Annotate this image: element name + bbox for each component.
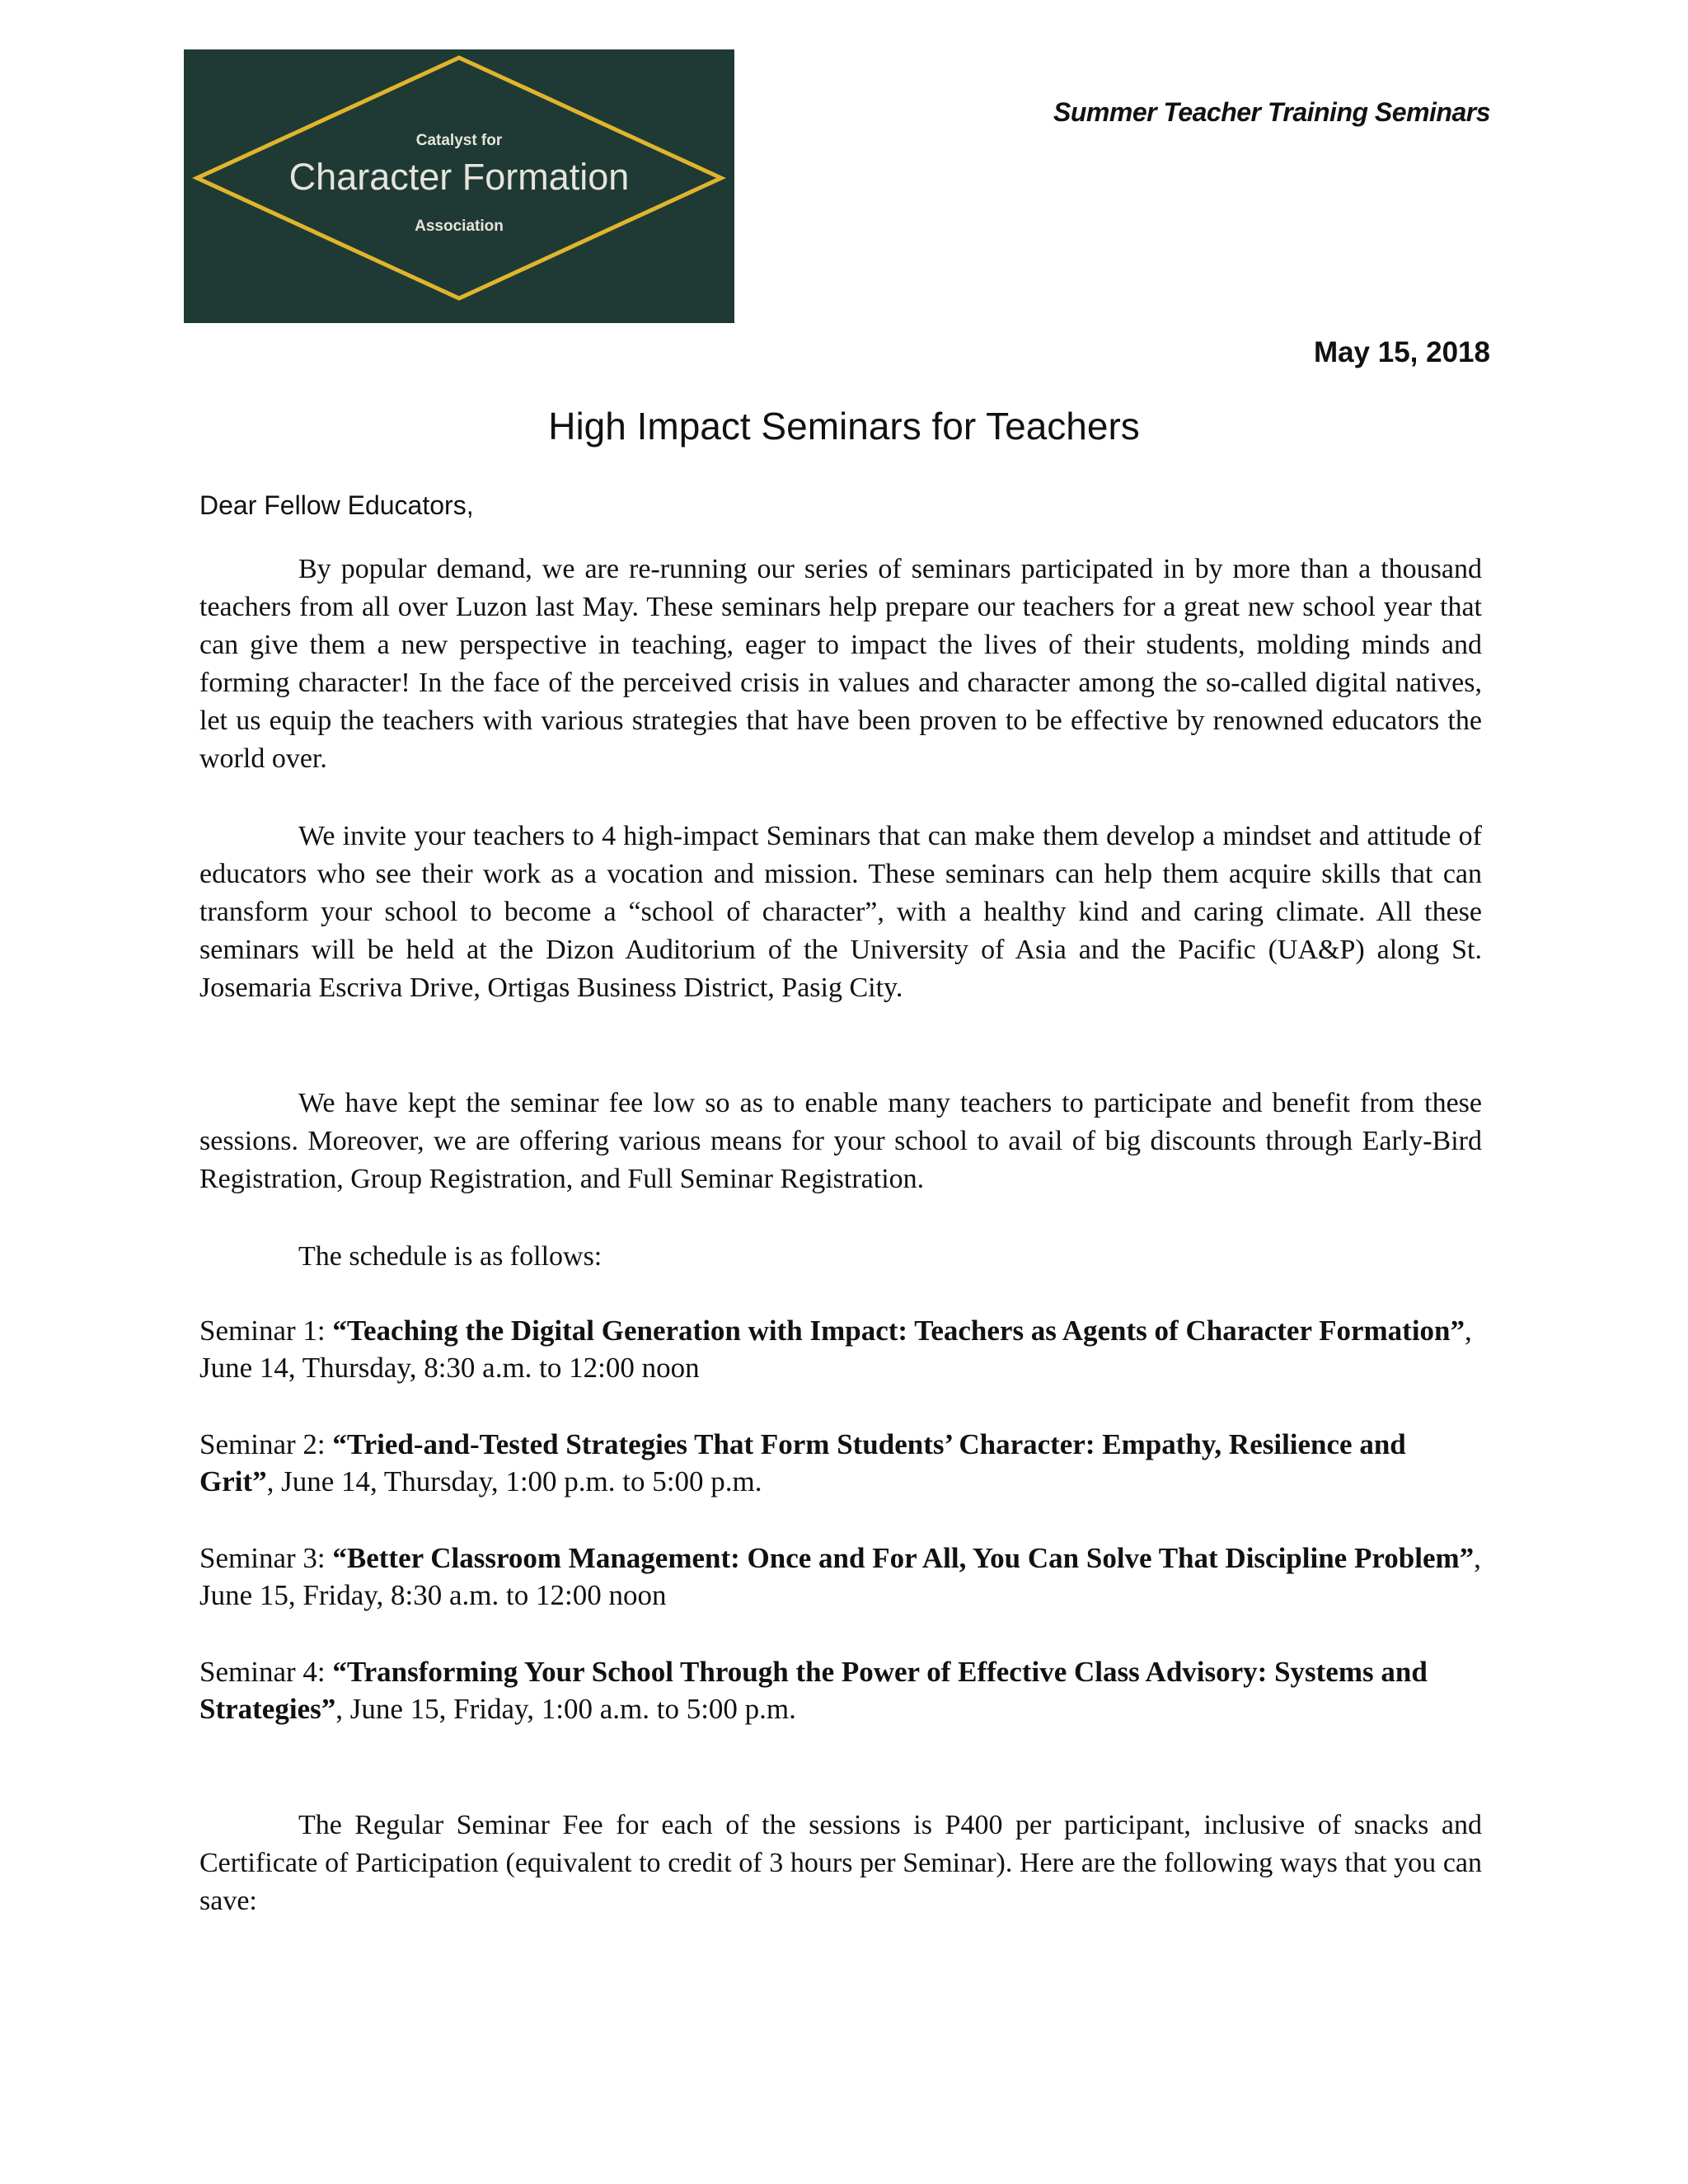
seminar-title: “Transforming Your School Through the Power of Effective Class Advisory: Systems and Strategies” — [199, 1656, 1428, 1725]
schedule-intro: The schedule is as follows: — [298, 1241, 603, 1272]
invitation-paragraph: We invite your teachers to 4 high-impact Seminars that can make them develop a mindset and attitude of educators who see their work as a vocation and mission. These seminars can help them acquire skills that can transform your school to become a “school of character”, with a healthy kind and caring climate. All these seminars will be held at the Dizon Auditorium of the University of Asia and the Pacific (UA&P) along St. Josemaria Escriva Drive, Ortigas Business District, Pasig City. — [199, 821, 1482, 1003]
seminar-item — [199, 1653, 1485, 1727]
seminar-label: Seminar 1: — [199, 1315, 333, 1347]
seminar-details: , June 14, Thursday, 1:00 p.m. to 5:00 p.m. — [266, 1465, 762, 1497]
seminar-title: “Tried-and-Tested Strategies That Form Students’ Character: Empathy, Resilience and Grit” — [199, 1428, 1406, 1497]
seminar-title: “Better Classroom Management: Once and For All, You Can Solve That Discipline Problem” — [332, 1542, 1475, 1574]
seminar-label: Seminar 2: — [199, 1428, 333, 1460]
intro-paragraph: By popular demand, we are re-running our series of seminars participated in by more than a thousand teachers from all over Luzon last May. These seminars help prepare our teachers for a great new school year that can give them a new perspective in teaching, eager to impact the lives of their students, molding minds and forming character! In the face of the perceived crisis in values and character among the so-called digital natives, let us equip the teachers with various strategies that have been proven to be effective by renowned educators the world over. — [199, 554, 1482, 774]
seminar-item — [199, 1540, 1485, 1614]
seminar-details: , June 14, Thursday, 8:30 a.m. to 12:00 noon — [199, 1315, 1472, 1384]
logo-line-top: Catalyst for — [415, 132, 503, 149]
association-logo — [184, 49, 734, 323]
letter-date: May 15, 2018 — [1313, 336, 1490, 368]
document-title: High Impact Seminars for Teachers — [548, 405, 1140, 448]
seminar-title: “Teaching the Digital Generation with Impact: Teachers as Agents of Character Formation” — [332, 1315, 1465, 1347]
seminar-item — [199, 1426, 1485, 1500]
fee-discount-paragraph: We have kept the seminar fee low so as to enable many teachers to participate and benefit from these sessions. Moreover, we are offering various means for your school to avail of big discounts through Early-Bird Registration, Group Registration, and Full Seminar Registration. — [199, 1088, 1482, 1194]
seminar-label: Seminar 3: — [199, 1542, 333, 1574]
salutation: Dear Fellow Educators, — [199, 490, 474, 520]
regular-fee-paragraph: The Regular Seminar Fee for each of the sessions is P400 per participant, inclusive of snacks and Certificate of Participation (equivalent to credit of 3 hours per Seminar). Here are the following ways that you can save: — [199, 1810, 1482, 1916]
logo-line-bottom: Association — [415, 218, 504, 235]
seminar-item — [199, 1312, 1485, 1386]
seminar-label: Seminar 4: — [199, 1656, 333, 1688]
header-tagline: Summer Teacher Training Seminars — [1053, 97, 1490, 127]
seminar-details: , June 15, Friday, 8:30 a.m. to 12:00 noon — [199, 1542, 1481, 1611]
seminar-details: , June 15, Friday, 1:00 a.m. to 5:00 p.m. — [335, 1693, 796, 1725]
logo-line-main: Character Formation — [288, 156, 630, 198]
